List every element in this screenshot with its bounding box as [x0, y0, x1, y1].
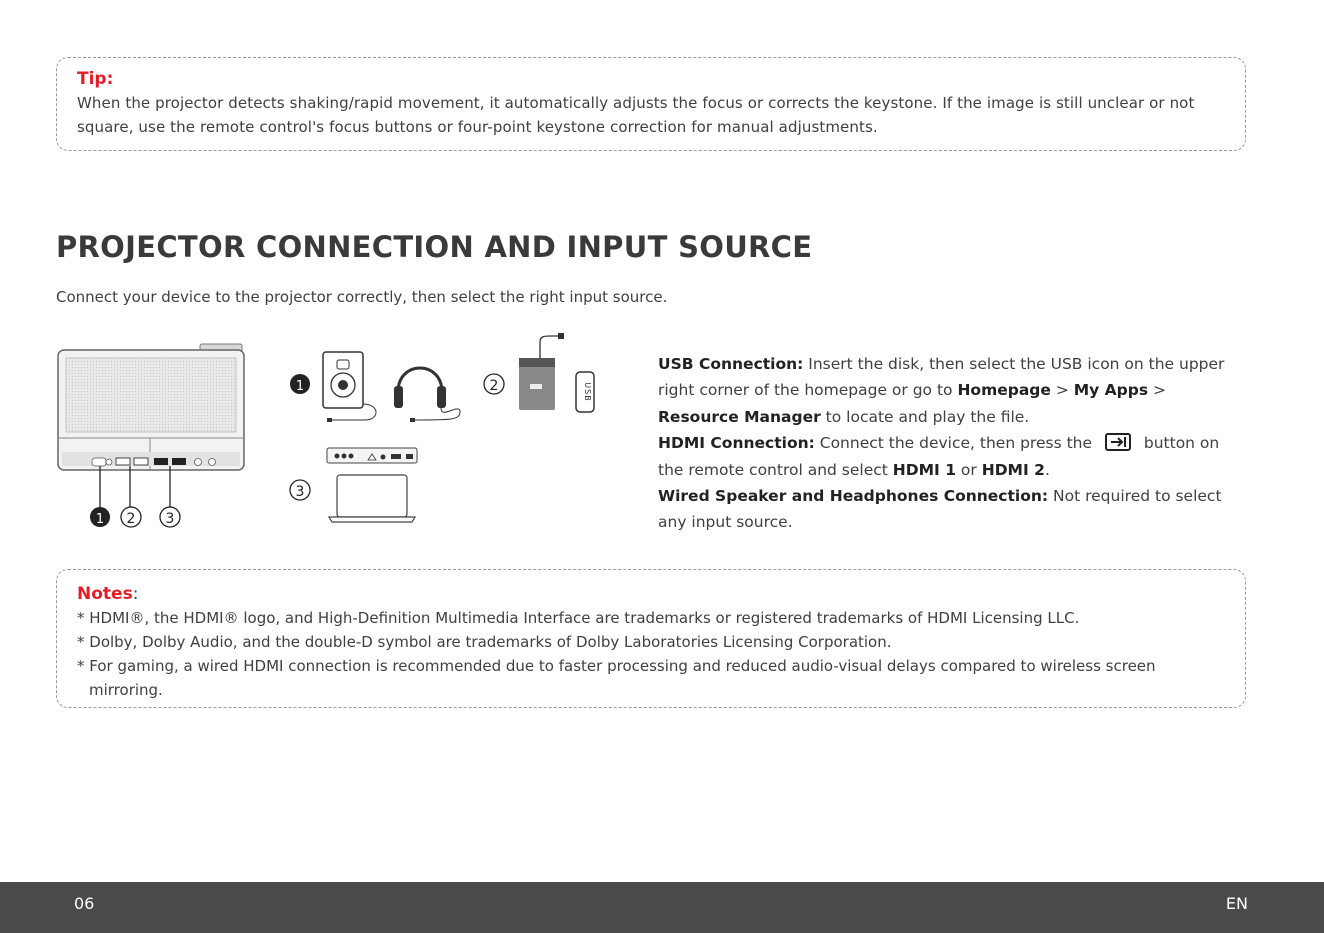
projector-rear-illustration: [58, 344, 244, 510]
hdmi-connection-text: button on the remote control and select: [658, 434, 1220, 479]
tip-title: Tip:: [77, 69, 114, 89]
usb-stick-icon: [576, 372, 594, 412]
speaker-icon: [323, 352, 376, 422]
callout-2-projector: [121, 507, 141, 527]
hdmi2-label: HDMI 2: [981, 460, 1045, 479]
headphones-icon: [394, 368, 460, 422]
notes-title: [77, 582, 1225, 606]
my-apps-label: My Apps: [1073, 381, 1149, 400]
tip-body: When the projector detects shaking/rapid movement, it automatically adjusts the focus or corrects the keystone. If the image is still unclear or not square, use the remote control's focus buttons or four-point keystone correction for manual adjustments.: [77, 94, 1195, 136]
usb-stick-label: USB: [583, 382, 592, 402]
resource-manager-label: Resource Manager: [658, 407, 821, 426]
usb-connection-text: to locate and play the file.: [820, 407, 1030, 426]
connection-illustration: [50, 330, 630, 535]
language-code: EN: [1225, 894, 1248, 913]
hdmi-connection-label: HDMI Connection:: [658, 434, 815, 453]
laptop-icon: [327, 448, 417, 522]
callout-1-audio: [290, 374, 310, 394]
section-intro: Connect your device to the projector correctly, then select the right input source.: [56, 288, 668, 306]
usb-connection-text: Insert the disk, then select the USB icon on the upper right corner of the homepage or go to: [658, 355, 1225, 400]
note-item: * HDMI®, the HDMI® logo, and High-Definition Multimedia Interface are trademarks or registered trademarks of HDMI Licensing LLC.: [77, 609, 1080, 627]
wired-connection: [658, 483, 1238, 536]
separator: >: [1148, 381, 1167, 400]
callout-label: 2: [126, 511, 136, 527]
wired-connection-label: Wired Speaker and Headphones Connection:: [658, 487, 1049, 506]
hdmi1-label: HDMI 1: [892, 460, 956, 479]
separator: >: [1050, 381, 1074, 400]
period: .: [1044, 460, 1050, 479]
notes-title-text: Notes: [77, 584, 133, 604]
homepage-label: Homepage: [957, 381, 1051, 400]
wired-connection-text: Not required to select any input source.: [658, 487, 1222, 532]
tip-box: [56, 57, 1246, 151]
note-item: * Dolby, Dolby Audio, and the double-D symbol are trademarks of Dolby Laboratories Licensing Corporation.: [77, 633, 892, 651]
connection-descriptions: [658, 351, 1238, 536]
callout-3-laptop: [290, 480, 310, 500]
callout-1-projector: [90, 507, 110, 527]
notes-title-colon: :: [132, 584, 139, 604]
callout-3-projector: [160, 507, 180, 527]
page-number: 06: [74, 894, 95, 913]
callout-label: 1: [295, 379, 305, 394]
callout-label: 3: [165, 511, 175, 527]
section-heading: PROJECTOR CONNECTION AND INPUT SOURCE: [56, 230, 813, 264]
callout-label: 1: [95, 512, 105, 527]
input-source-icon: [1105, 433, 1131, 451]
usb-connection: [658, 351, 1238, 430]
hdmi-connection: [658, 430, 1238, 483]
callout-label: 3: [295, 484, 305, 500]
notes-box: [56, 569, 1246, 708]
callout-2-usb: [484, 374, 504, 394]
callout-label: 2: [489, 378, 499, 394]
footer-bar: [0, 882, 1324, 933]
usb-drive-icon: [519, 333, 564, 410]
usb-connection-label: USB Connection:: [658, 355, 804, 373]
note-item: * For gaming, a wired HDMI connection is recommended due to faster processing and reduced audio-visual delays compared to wireless screen mirroring.: [77, 657, 1156, 699]
hdmi-connection-text: Connect the device, then press the: [814, 434, 1097, 453]
or-text: or: [956, 460, 982, 479]
